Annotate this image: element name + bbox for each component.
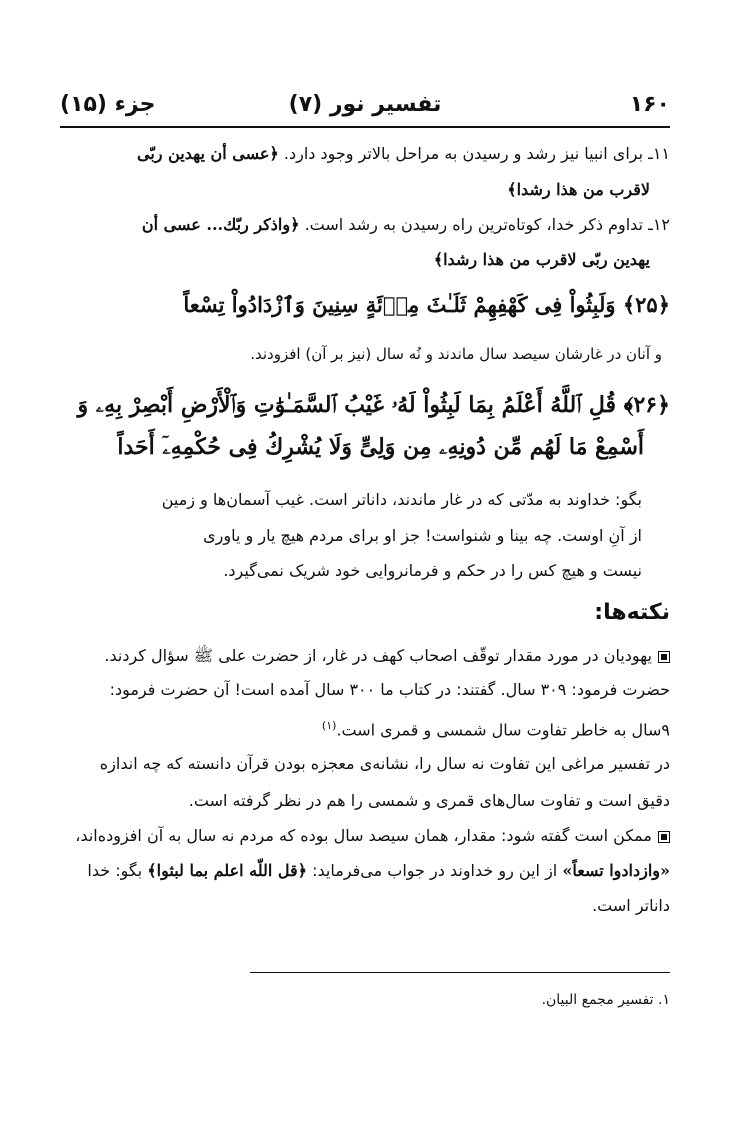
notes-heading: نکته‌ها: [594,600,670,625]
ayah-26-translation-line-3: نیست و هیچ کس را در حکم و فرمانروایی خود شریک نمی‌گیرد. [223,561,642,580]
note-1-line-1 [104,642,670,670]
note-1-text-1: یهودیان در مورد مقدار توقّف اصحاب کهف در غار، از حضرت علی ﷺ سؤال کردند. [104,646,652,665]
ayah-25-translation: و آنان در غارشان سیصد سال ماندند و نُه سال (نیز بر آن) افزودند. [250,345,662,363]
note-2-line-2 [87,857,670,885]
note-2-quote-2: ﴿قل اللّه اعلم بما لبثوا﴾ [147,861,308,880]
note-2-text-2: از این رو خداوند در جواب می‌فرماید: [312,861,558,880]
note-1-line-3 [322,712,670,744]
part-label: جزء (۱۵) [60,92,156,117]
note-1-text-3: ۹سال به خاطر تفاوت سال شمسی و قمری است. [336,720,670,740]
footnote-rule [250,972,670,973]
bullet-icon [658,651,670,663]
point-12-quote: ﴿واذکر ربّك... عسی أن [141,215,300,234]
header-rule [60,126,670,128]
ayah-26-arabic-line-2: أَسْمِعْ مَا لَهُم مِّن دُونِهِۦ مِن وَلِیٍّ وَلَا یُشْرِكُ فِی حُكْمِهِۦٓ أَحَداً [117,434,644,460]
point-11-text: ۱۱ـ برای انبیا نیز رشد و رسیدن به مراحل بالاتر وجود دارد. [283,144,670,163]
footnote-ref: (۱) [321,719,337,732]
note-2-text-1: ممکن است گفته شود: مقدار، همان سیصد سال بوده که مردم نه سال به آن افزوده‌اند، [75,826,652,845]
running-title: تفسیر نور (۷) [288,92,442,117]
point-12-line-2: یهدین ربّی لاقرب من هذا رشدا﴾ [433,250,650,269]
ayah-26-translation-line-1: بگو: خداوند به مدّتی که در غار ماندند، داناتر است. غیب آسمان‌ها و زمین [161,490,642,509]
point-11-line-2: لاقرب من هذا رشدا﴾ [507,180,650,199]
note-1-line-2: حضرت فرمود: ۳۰۹ سال. گفتند: در کتاب ما ۳۰۰ سال آمده است! آن حضرت فرمود: [109,680,670,699]
note-2-line-1 [75,822,670,850]
point-11-line-1 [137,140,670,168]
bullet-icon [658,831,670,843]
ayah-26-arabic-line-1: ﴿۲۶﴾ قُلِ ٱللَّهُ أَعْلَمُ بِمَا لَبِثُواْ لَهُۥ غَیْبُ ٱلسَّمَـٰوَٰتِ وَٱلْأَرْضِ أَبْصِرْ بِهِۦ وَ [77,392,670,418]
point-12-text: ۱۲ـ تداوم ذکر خدا، کوتاه‌ترین راه رسیدن به رشد است. [304,215,670,234]
note-2-text-2b: بگو: خدا [87,861,143,880]
footnote-1: ۱. تفسیر مجمع البیان. [541,992,670,1008]
note-2-quote-1: «وازدادوا تسعاً» [562,861,670,880]
point-11-quote: ﴿عسی أن یهدین ربّی [136,144,279,163]
note-2-line-3: داناتر است. [592,896,670,915]
ayah-26-translation-line-2: از آنِ اوست. چه بینا و شنواست! جز او برای مردم هیچ یار و یاوری [203,526,642,545]
page-header [60,84,670,124]
ayah-25-arabic: ﴿۲۵﴾ وَلَبِثُواْ فِی كَهْفِهِمْ ثَلَـٰثَ مِا۟ئَةٍ سِنِینَ وَٱزْدَادُواْ تِسْعاً [183,292,670,317]
note-1-line-4: در تفسیر مراغی این تفاوت نه سال را، نشانه‌ی معجزه بودن قرآن دانسته که چه اندازه [99,754,670,773]
page-number: ۱۶۰ [629,92,670,117]
point-12-line-1 [142,211,670,239]
note-1-line-5: دقیق است و تفاوت سال‌های قمری و شمسی را هم در نظر گرفته است. [188,791,670,810]
